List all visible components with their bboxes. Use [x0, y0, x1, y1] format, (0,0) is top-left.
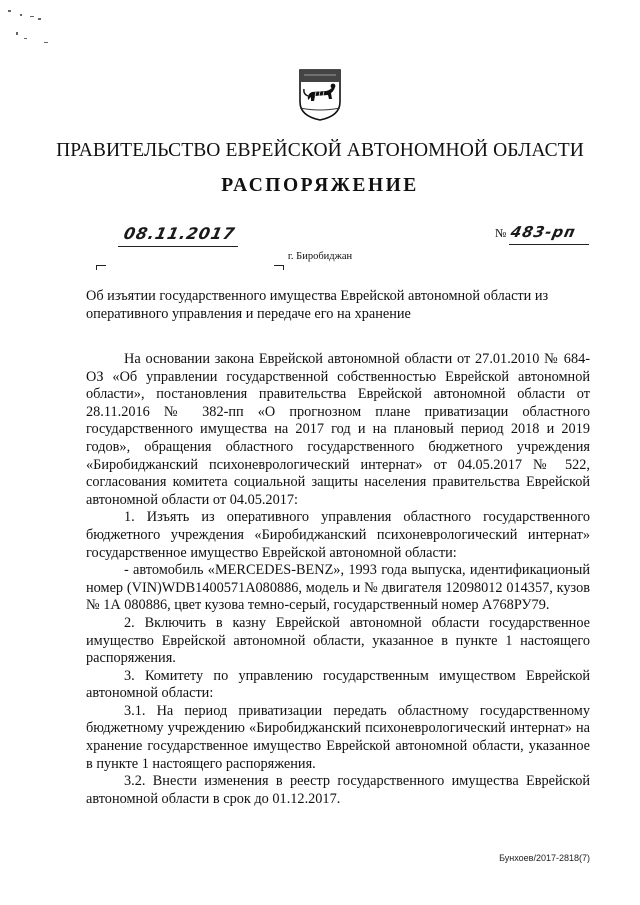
body-paragraph: 3. Комитету по управлению государственным имуществом Еврейской автономной области: — [86, 667, 590, 702]
body-paragraph: - автомобиль «MERCEDES-BENZ», 1993 года выпуска, идентификационый номер (VIN)WDB1400571A080886, модель и № двигателя 12098012 014357, кузов № 1А 080886, цвет кузова темно-серый, государственный номер А768РУ79. — [86, 562, 590, 614]
document-type-title: РАСПОРЯЖЕНИЕ — [221, 175, 419, 196]
body-paragraph: 1. Изъять из оперативного управления областного государственного бюджетного учреждения «Биробиджанский психоневрологический интернат» государственное имущество Еврейской автономной области: — [86, 509, 590, 561]
subject-corner-mark-right — [274, 265, 284, 270]
body-paragraph: 3.2. Внести изменения в реестр государственного имущества Еврейской автономной области в срок до 01.12.2017. — [86, 773, 590, 807]
body-paragraph: 3.1. На период приватизации передать областному государственному бюджетному учреждению «Биробиджанский психоневрологический интернат» на хранение государственное имущество Еврейской автономной области, указанное в пункте 1 настоящего распоряжения. — [86, 702, 590, 772]
number-field — [509, 223, 589, 245]
body-paragraph: 2. Включить в казну Еврейской автономной области государственное имущество Еврейской автономной области, указанное в пункте 1 настоящего распоряжения. — [86, 614, 590, 667]
coat-of-arms-emblem — [298, 68, 342, 122]
subject-corner-mark-left — [96, 265, 106, 270]
body-paragraph: На основании закона Еврейской автономной области от 27.01.2010 № 684-ОЗ «Об управлении государственной собственностью Еврейской автономной области», постановления правительства Еврейской автономной области от 28.11.2016 № 382-пп «О прогнозном плане приватизации областного государственного имущества на 2017 год и на плановый период 2018 и 2019 годов», обращения областного государственного бюджетного учреждения «Биробиджанский психоневрологический интернат» от 04.05.2017 № 522, согласования комитета социальной защиты населения правительства Еврейской автономной области от 04.05.2017: — [86, 351, 590, 508]
footer-document-code: Бунхоев/2017-2818(7) — [499, 853, 590, 863]
government-title: ПРАВИТЕЛЬСТВО ЕВРЕЙСКОЙ АВТОНОМНОЙ ОБЛАСТИ — [56, 140, 584, 161]
document-body — [86, 351, 590, 808]
city-name: г. Биробиджан — [287, 251, 353, 262]
handwritten-date: 08.11.2017 — [121, 224, 238, 243]
number-prefix: № — [495, 226, 507, 240]
scan-artifact-marks — [8, 6, 68, 46]
date-field — [118, 226, 238, 247]
handwritten-number: 483-рп — [509, 223, 578, 241]
document-subject: Об изъятии государственного имущества Еврейской автономной области из оперативного управления и передаче его на хранение — [86, 288, 549, 322]
